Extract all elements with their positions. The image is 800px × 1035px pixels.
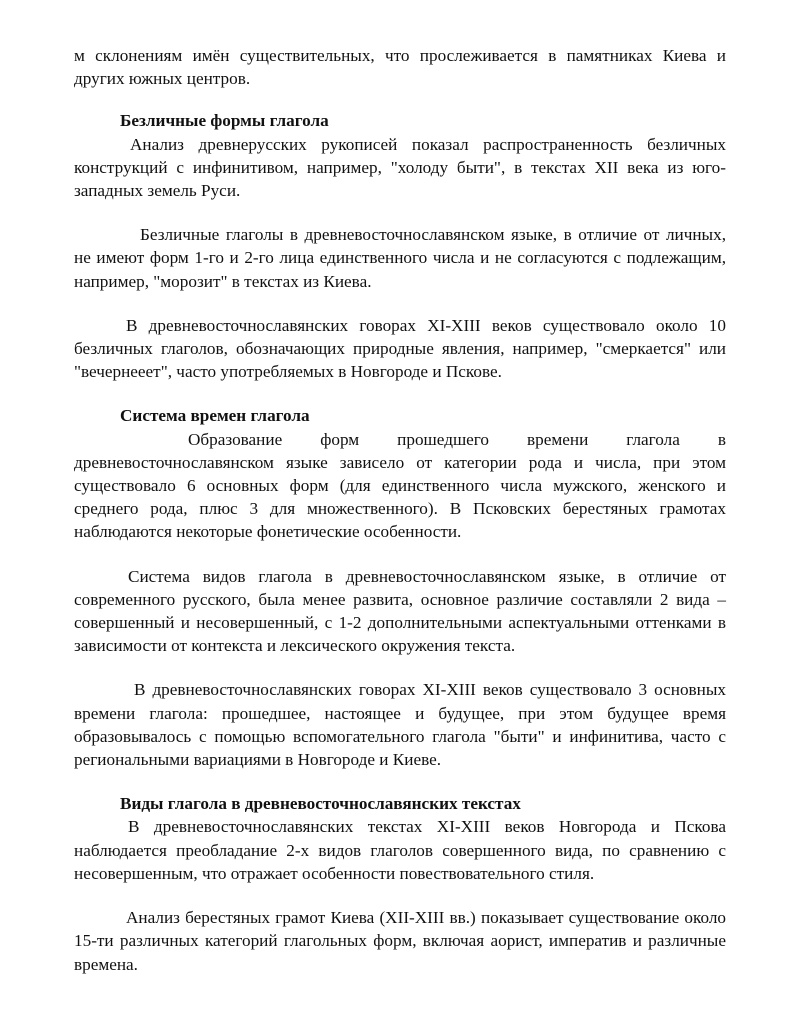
section-heading-impersonal-forms: Безличные формы глагола (120, 111, 329, 131)
paragraph: Образование форм прошедшего времени глагола в древневосточнославянском языке зависело от категории рода и числа, при этом существовало 6 основных форм (для единственного числа мужского, женского и среднего рода, плюс 3 для множественного). В Псковских берестяных грамотах наблюдаются некоторые фонетические особенности. (74, 429, 726, 542)
section-heading-verb-aspects: Виды глагола в древневосточнославянских текстах (120, 794, 521, 814)
paragraph: В древневосточнославянских говорах XI-XIII веков существовало 3 основных времени глагола: прошедшее, настоящее и будущее, при этом будущее время образовывалось с помощью вспомогательного глагола "быти" и инфинитива, часто с региональными вариациями в Новгороде и Киеве. (74, 680, 726, 770)
paragraph: Безличные глаголы в древневосточнославянском языке, в отличие от личных, не имеют форм 1-го и 2-го лица единственного числа и не согласуются с подлежащим, например, "морозит" в текстах из Киева. (74, 225, 726, 291)
paragraph: Анализ древнерусских рукописей показал распространенность безличных конструкций с инфинитивом, например, "холоду быти", в текстах XII века из юго-западных земель Руси. (74, 134, 726, 201)
paragraph: Анализ берестяных грамот Киева (XII-XIII вв.) показывает существование около 15-ти различных категорий глагольных форм, включая аорист, императив и различные времена. (74, 908, 726, 974)
paragraph-continuation: м склонениям имён существительных, что прослеживается в памятниках Киева и других южных центров. (74, 46, 726, 89)
paragraph: В древневосточнославянских текстах XI-XIII веков Новгорода и Пскова наблюдается преобладание 2-х видов глаголов совершенного вида, по сравнению с несовершенным, что отражает особенности повествовательного стиля. (74, 817, 726, 883)
section-heading-tense-system: Система времен глагола (120, 406, 310, 426)
paragraph: В древневосточнославянских говорах XI-XIII веков существовало около 10 безличных глаголов, обозначающих природные явления, например, "смеркается" или "вечернеeeт", часто употребляемых в Новгороде и Пскове. (74, 315, 726, 382)
document-page (74, 44, 726, 976)
paragraph: Система видов глагола в древневосточнославянском языке, в отличие от современного русского, была менее развита, основное различие составляли 2 вида – совершенный и несовершенный, с 1-2 дополнительными аспектуальными оттенками в зависимости от контекста и лексического окружения текста. (74, 566, 726, 656)
